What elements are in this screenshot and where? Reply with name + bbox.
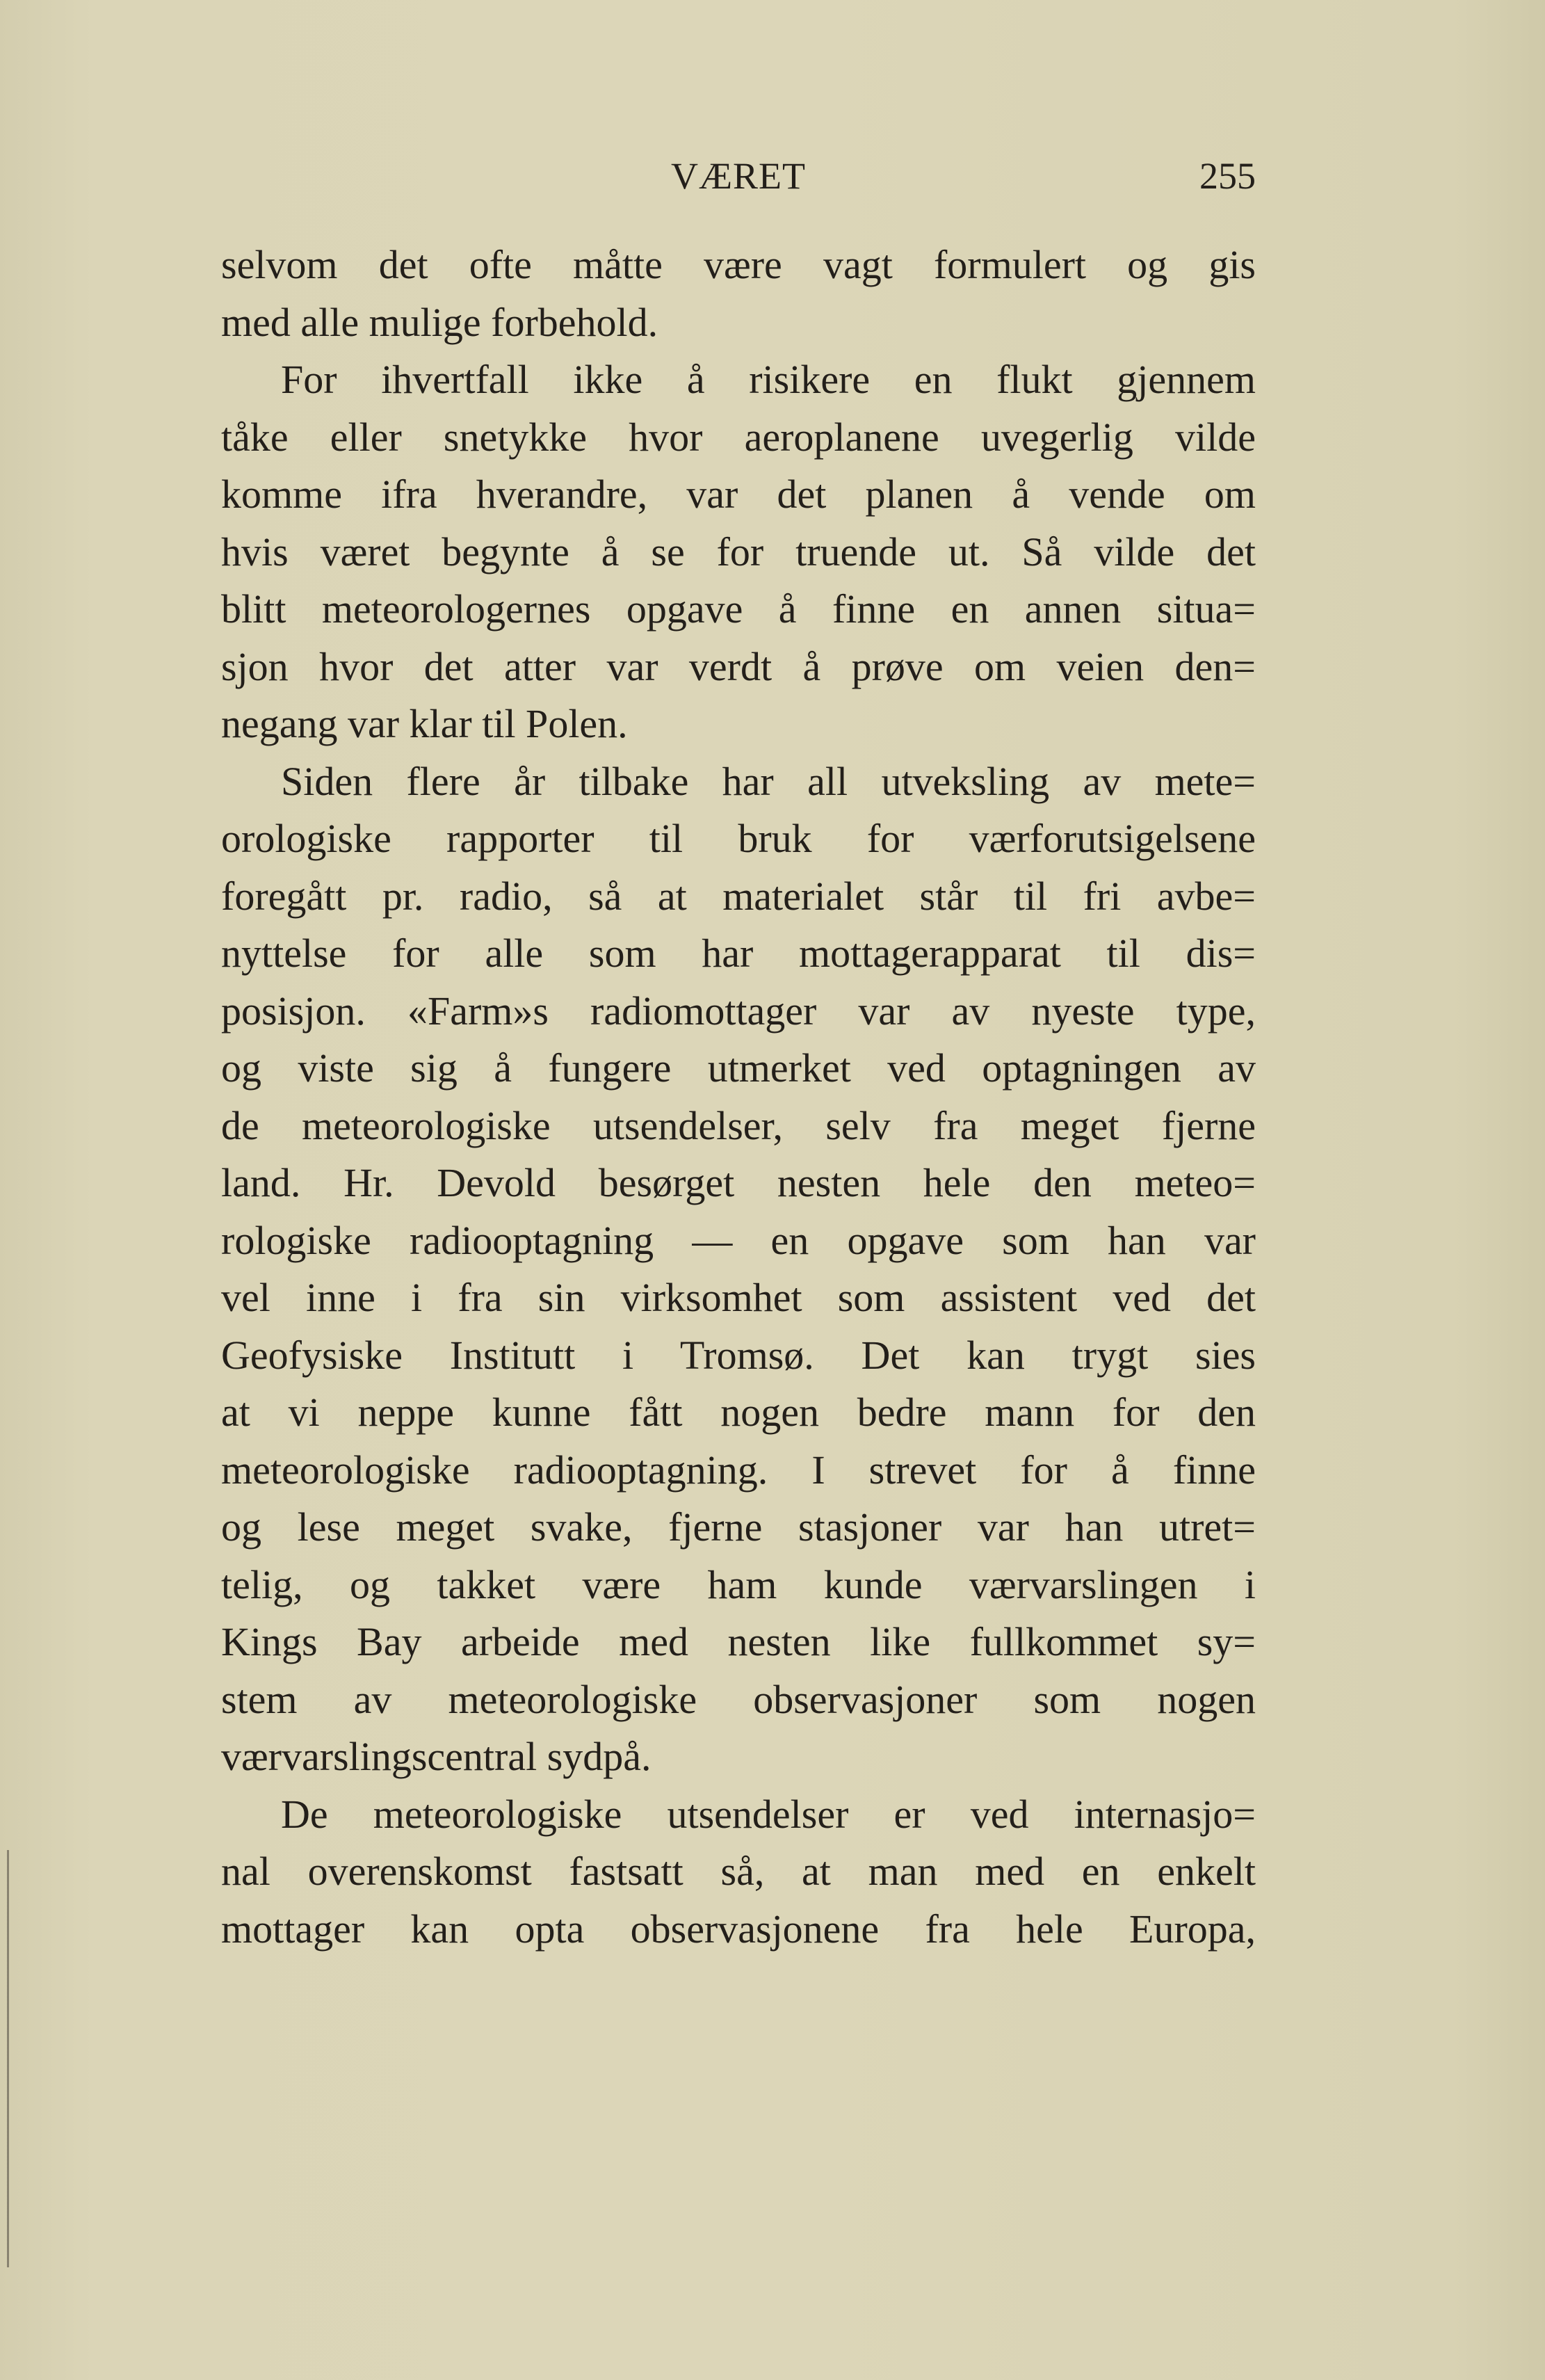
text-line: sjon hvor det atter var verdt å prøve om veien den= bbox=[221, 643, 1256, 689]
text-line: nal overenskomst fastsatt så, at man med en enkelt bbox=[221, 1849, 1256, 1894]
text-line: selvom det ofte måtte være vagt formulert og gis bbox=[221, 242, 1256, 287]
text-line: de meteorologiske utsendelser, selv fra meget fjerne bbox=[221, 1102, 1256, 1148]
text-line: telig, og takket være ham kunde værvarslingen i bbox=[221, 1561, 1256, 1607]
text-line: rologiske radiooptagning — en opgave som han var bbox=[221, 1217, 1256, 1263]
text-line: at vi neppe kunne fått nogen bedre mann for den bbox=[221, 1390, 1256, 1435]
text-line: posisjon. «Farm»s radiomottager var av nyeste type, bbox=[221, 988, 1256, 1034]
text-line: stem av meteorologiske observasjoner som nogen bbox=[221, 1676, 1256, 1722]
text-line: mottager kan opta observasjonene fra hele Europa, bbox=[221, 1906, 1256, 1952]
text-line: Siden flere år tilbake har all utveksling av mete= bbox=[281, 758, 1256, 804]
text-line: For ihvertfall ikke å risikere en flukt gjennem bbox=[281, 357, 1256, 402]
text-line: med alle mulige forbehold. bbox=[221, 299, 658, 345]
text-line: orologiske rapporter til bruk for værforutsigelsene bbox=[221, 816, 1256, 861]
text-line: land. Hr. Devold besørget nesten hele den meteo= bbox=[221, 1160, 1256, 1205]
text-line: tåke eller snetykke hvor aeroplanene uvegerlig vilde bbox=[221, 414, 1256, 460]
body-text bbox=[221, 236, 1256, 1958]
text-line: blitt meteorologernes opgave å finne en annen situa= bbox=[221, 586, 1256, 632]
text-line: vel inne i fra sin virksomhet som assistent ved det bbox=[221, 1275, 1256, 1320]
text-line: meteorologiske radiooptagning. I strevet for å finne bbox=[221, 1447, 1256, 1493]
text-line: Kings Bay arbeide med nesten like fullkommet sy= bbox=[221, 1619, 1256, 1664]
text-line: komme ifra hverandre, var det planen å vende om bbox=[221, 472, 1256, 517]
running-title: VÆRET bbox=[671, 155, 806, 197]
text-line: De meteorologiske utsendelser er ved internasjo= bbox=[281, 1791, 1256, 1837]
text-line: værvarslingscentral sydpå. bbox=[221, 1734, 652, 1779]
running-head bbox=[221, 154, 1256, 203]
text-line: foregått pr. radio, så at materialet står til fri avbe= bbox=[221, 873, 1256, 919]
text-line: og viste sig å fungere utmerket ved optagningen av bbox=[221, 1045, 1256, 1091]
text-line: nyttelse for alle som har mottagerapparat til dis= bbox=[221, 931, 1256, 976]
page-number: 255 bbox=[1199, 155, 1256, 197]
text-line: negang var klar til Polen. bbox=[221, 701, 628, 746]
text-line: hvis været begynte å se for truende ut. Så vilde det bbox=[221, 529, 1256, 574]
text-line: og lese meget svake, fjerne stasjoner var han utret= bbox=[221, 1504, 1256, 1550]
text-line: Geofysiske Institutt i Tromsø. Det kan trygt sies bbox=[221, 1332, 1256, 1378]
scan-edge-mark bbox=[7, 1850, 9, 2267]
